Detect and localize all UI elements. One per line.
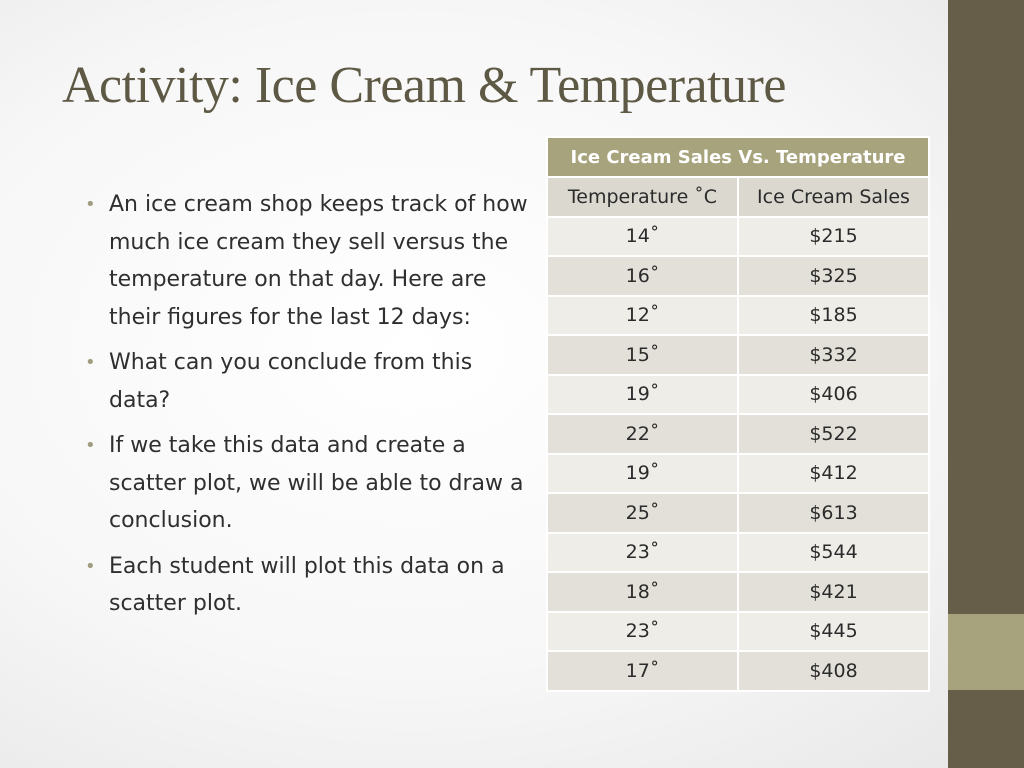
bullet-text: Each student will plot this data on a scatter plot. — [109, 553, 505, 616]
sales-cell: $522 — [738, 414, 929, 454]
table-row — [547, 572, 929, 612]
table-row — [547, 375, 929, 415]
temperature-cell: 22˚ — [547, 414, 738, 454]
sales-cell: $406 — [738, 375, 929, 415]
temperature-cell: 15˚ — [547, 335, 738, 375]
sales-cell: $408 — [738, 651, 929, 691]
table-row — [547, 217, 929, 257]
table-row — [547, 454, 929, 494]
bullet-text: An ice cream shop keeps track of how much ice cream they sell versus the temperature on that day. Here are their figures for the last 12 days: — [109, 192, 528, 330]
bullet-item — [85, 427, 535, 540]
column-header-temperature: Temperature ˚C — [547, 177, 738, 217]
slide-title: Activity: Ice Cream & Temperature — [62, 57, 786, 114]
bullet-icon: • — [85, 194, 96, 215]
table-header-row — [547, 177, 929, 217]
temperature-cell: 18˚ — [547, 572, 738, 612]
table-row — [547, 533, 929, 573]
temperature-cell: 19˚ — [547, 454, 738, 494]
table-row — [547, 651, 929, 691]
temperature-cell: 17˚ — [547, 651, 738, 691]
temperature-cell: 19˚ — [547, 375, 738, 415]
temperature-cell: 12˚ — [547, 296, 738, 336]
bullet-item — [85, 344, 535, 419]
bullet-list — [85, 186, 535, 631]
sales-cell: $185 — [738, 296, 929, 336]
column-header-sales: Ice Cream Sales — [738, 177, 929, 217]
bullet-icon: • — [85, 352, 96, 373]
bullet-text: If we take this data and create a scatter plot, we will be able to draw a conclusion. — [109, 433, 524, 533]
sales-cell: $332 — [738, 335, 929, 375]
table-row — [547, 256, 929, 296]
temperature-cell: 25˚ — [547, 493, 738, 533]
table-row — [547, 414, 929, 454]
sales-cell: $613 — [738, 493, 929, 533]
table-title: Ice Cream Sales Vs. Temperature — [547, 137, 929, 177]
temperature-cell: 23˚ — [547, 612, 738, 652]
table-row — [547, 335, 929, 375]
table-row — [547, 296, 929, 336]
sales-cell: $215 — [738, 217, 929, 257]
bullet-item — [85, 186, 535, 336]
sales-cell: $325 — [738, 256, 929, 296]
bullet-item — [85, 548, 535, 623]
side-accent-block — [948, 614, 1024, 690]
sales-cell: $421 — [738, 572, 929, 612]
sales-table — [546, 136, 930, 692]
bullet-icon: • — [85, 555, 96, 577]
bullet-icon: • — [85, 435, 96, 456]
temperature-cell: 14˚ — [547, 217, 738, 257]
table-title-row — [547, 137, 929, 177]
bullet-text: What can you conclude from this data? — [109, 350, 473, 413]
sales-cell: $445 — [738, 612, 929, 652]
table-row — [547, 612, 929, 652]
table-row — [547, 493, 929, 533]
temperature-cell: 16˚ — [547, 256, 738, 296]
sales-cell: $544 — [738, 533, 929, 573]
sales-cell: $412 — [738, 454, 929, 494]
temperature-cell: 23˚ — [547, 533, 738, 573]
